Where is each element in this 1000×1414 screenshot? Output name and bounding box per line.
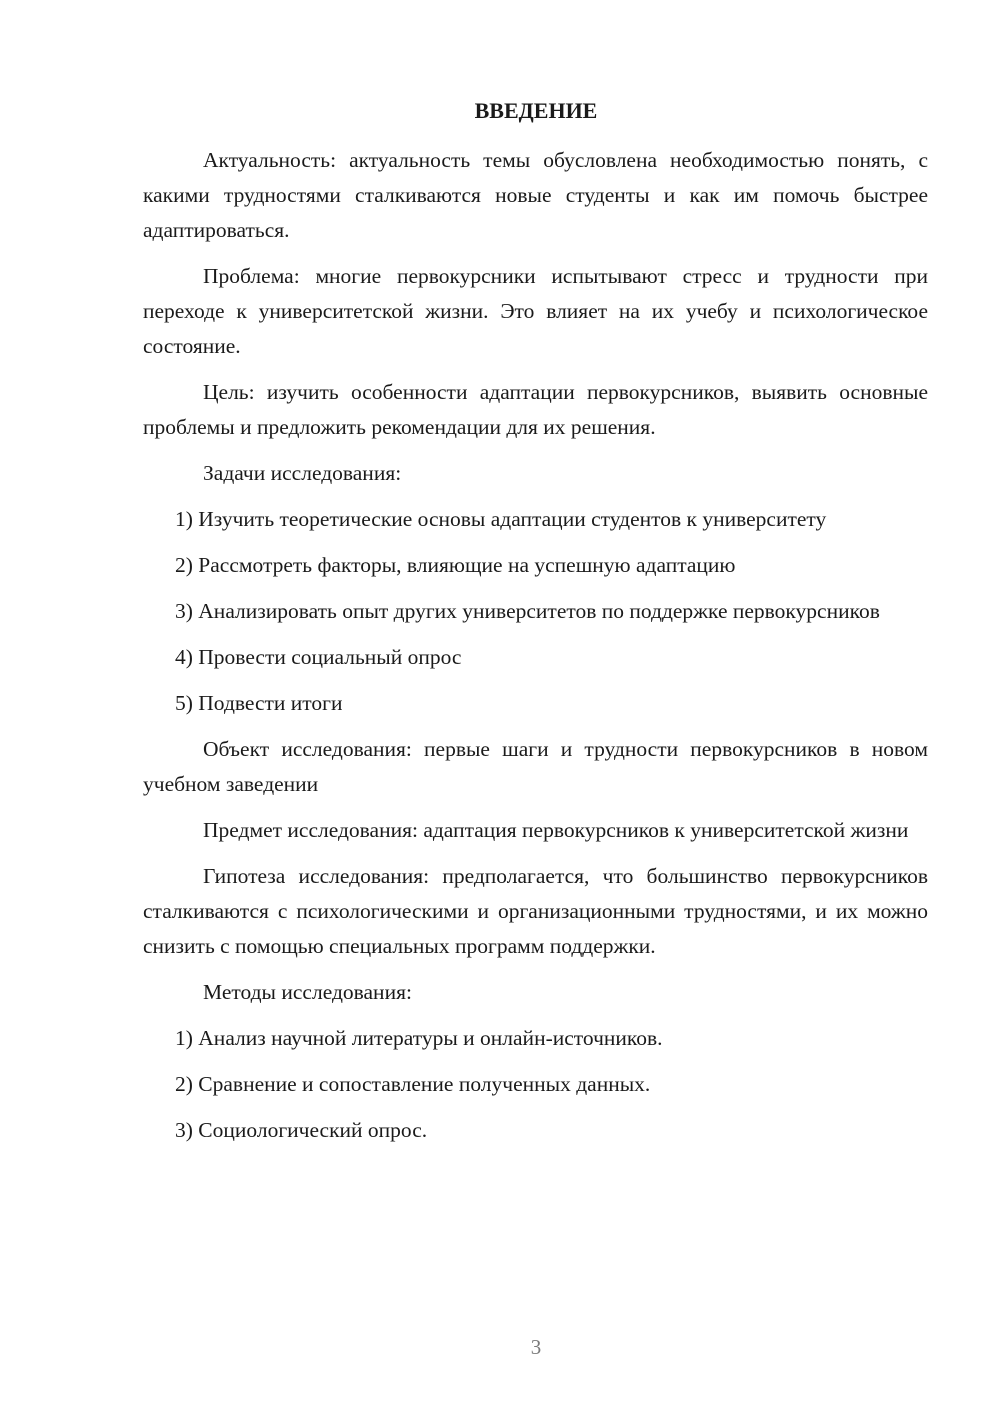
hypothesis-paragraph: Гипотеза исследования: предполагается, что большинство первокурсников сталкиваются с психологическими и организационными трудностями, и их можно снизить с помощью специальных программ поддержки. [143,864,928,958]
task-item: 4) Провести социальный опрос [175,645,462,669]
task-item: 3) Анализировать опыт других университетов по поддержке первокурсников [175,599,880,623]
task-item: 1) Изучить теоретические основы адаптации студентов к университету [175,507,827,531]
object-paragraph: Объект исследования: первые шаги и трудности первокурсников в новом учебном заведении [143,737,928,796]
relevance-paragraph: Актуальность: актуальность темы обусловлена необходимостью понять, с какими трудностями сталкиваются новые студенты и как им помочь быстрее адаптироваться. [143,148,928,242]
page-number: 3 [530,1335,542,1359]
subject-paragraph: Предмет исследования: адаптация первокурсников к университетской жизни [203,818,909,842]
methods-title: Методы исследования: [203,980,412,1004]
document-body [143,143,928,1159]
method-item: 1) Анализ научной литературы и онлайн-источников. [175,1026,663,1050]
method-item: 2) Сравнение и сопоставление полученных данных. [175,1072,651,1096]
tasks-title: Задачи исследования: [203,461,402,485]
method-item: 3) Социологический опрос. [175,1118,428,1142]
goal-paragraph: Цель: изучить особенности адаптации первокурсников, выявить основные проблемы и предложить рекомендации для их решения. [143,380,928,439]
section-heading: ВВЕДЕНИЕ [474,98,598,123]
problem-paragraph: Проблема: многие первокурсники испытывают стресс и трудности при переходе к университетской жизни. Это влияет на их учебу и психологическое состояние. [143,264,928,358]
task-item: 2) Рассмотреть факторы, влияющие на успешную адаптацию [175,553,736,577]
task-item: 5) Подвести итоги [175,691,343,715]
